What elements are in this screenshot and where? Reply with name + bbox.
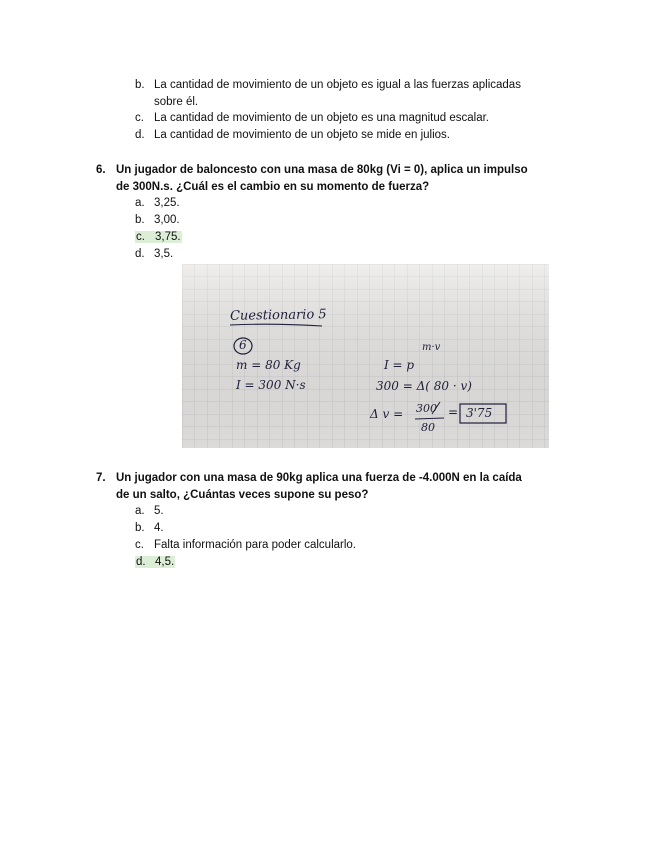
- question-6: 6. Un jugador de baloncesto con una masa de 80kg (Vi = 0), aplica un impulso de 300N.s. ¿Cuál es el cambio en su momento de fuerza?: [96, 162, 578, 198]
- option-b-prev-cont: sobre él.: [154, 96, 199, 108]
- option-d-prev: d. La cantidad de movimiento de un objeto se mide en julios.: [135, 129, 450, 141]
- question-7: 7. Un jugador con una masa de 90kg aplica una fuerza de -4.000N en la caída de un salto, ¿Cuántas veces supone su peso?: [96, 470, 578, 506]
- q6-option-c-correct: c. 3,75.: [136, 231, 181, 243]
- q6-option-d: d. 3,5.: [135, 248, 174, 260]
- notes-eq3: Δ v =: [370, 407, 404, 421]
- handwritten-notes-photo: [182, 264, 549, 448]
- notes-mass: m = 80 Kg: [236, 358, 301, 372]
- notes-eq2: 300 = Δ( 80 · v): [376, 379, 472, 393]
- notes-number: 6: [239, 338, 247, 352]
- question-6-text: Un jugador de baloncesto con una masa de 80kg (Vi = 0), aplica un impulso de 300N.s. ¿Cuál es el cambio en su momento de fuerza?: [116, 164, 528, 193]
- q6-option-a: a. 3,25.: [135, 197, 180, 209]
- notes-grid: [182, 264, 549, 448]
- option-b-prev: b. La cantidad de movimiento de un objeto es igual a las fuerzas aplicadas: [135, 79, 521, 91]
- notes-result: 3'75: [466, 406, 493, 420]
- q7-option-a: a. 5.: [135, 505, 164, 517]
- question-7-text: Un jugador con una masa de 90kg aplica una fuerza de -4.000N en la caída de un salto, ¿Cuántas veces supone su peso?: [116, 472, 522, 501]
- notes-title: Cuestionario 5: [229, 307, 327, 324]
- q7-option-c: c. Falta información para poder calcularlo.: [135, 539, 356, 551]
- q7-option-b: b. 4.: [135, 522, 164, 534]
- option-c-prev: c. La cantidad de movimiento de un objeto es una magnitud escalar.: [135, 112, 489, 124]
- notes-eq1: I = p: [384, 358, 415, 372]
- notes-eq1-sup: m·v: [422, 342, 441, 353]
- q7-option-d-correct: d. 4,5.: [136, 556, 175, 568]
- notes-frac-num: 300: [416, 402, 437, 415]
- notes-frac-den: 80: [421, 421, 435, 434]
- notes-impulse: I = 300 N·s: [236, 378, 306, 392]
- q6-option-b: b. 3,00.: [135, 214, 180, 226]
- notes-equals: =: [448, 405, 459, 419]
